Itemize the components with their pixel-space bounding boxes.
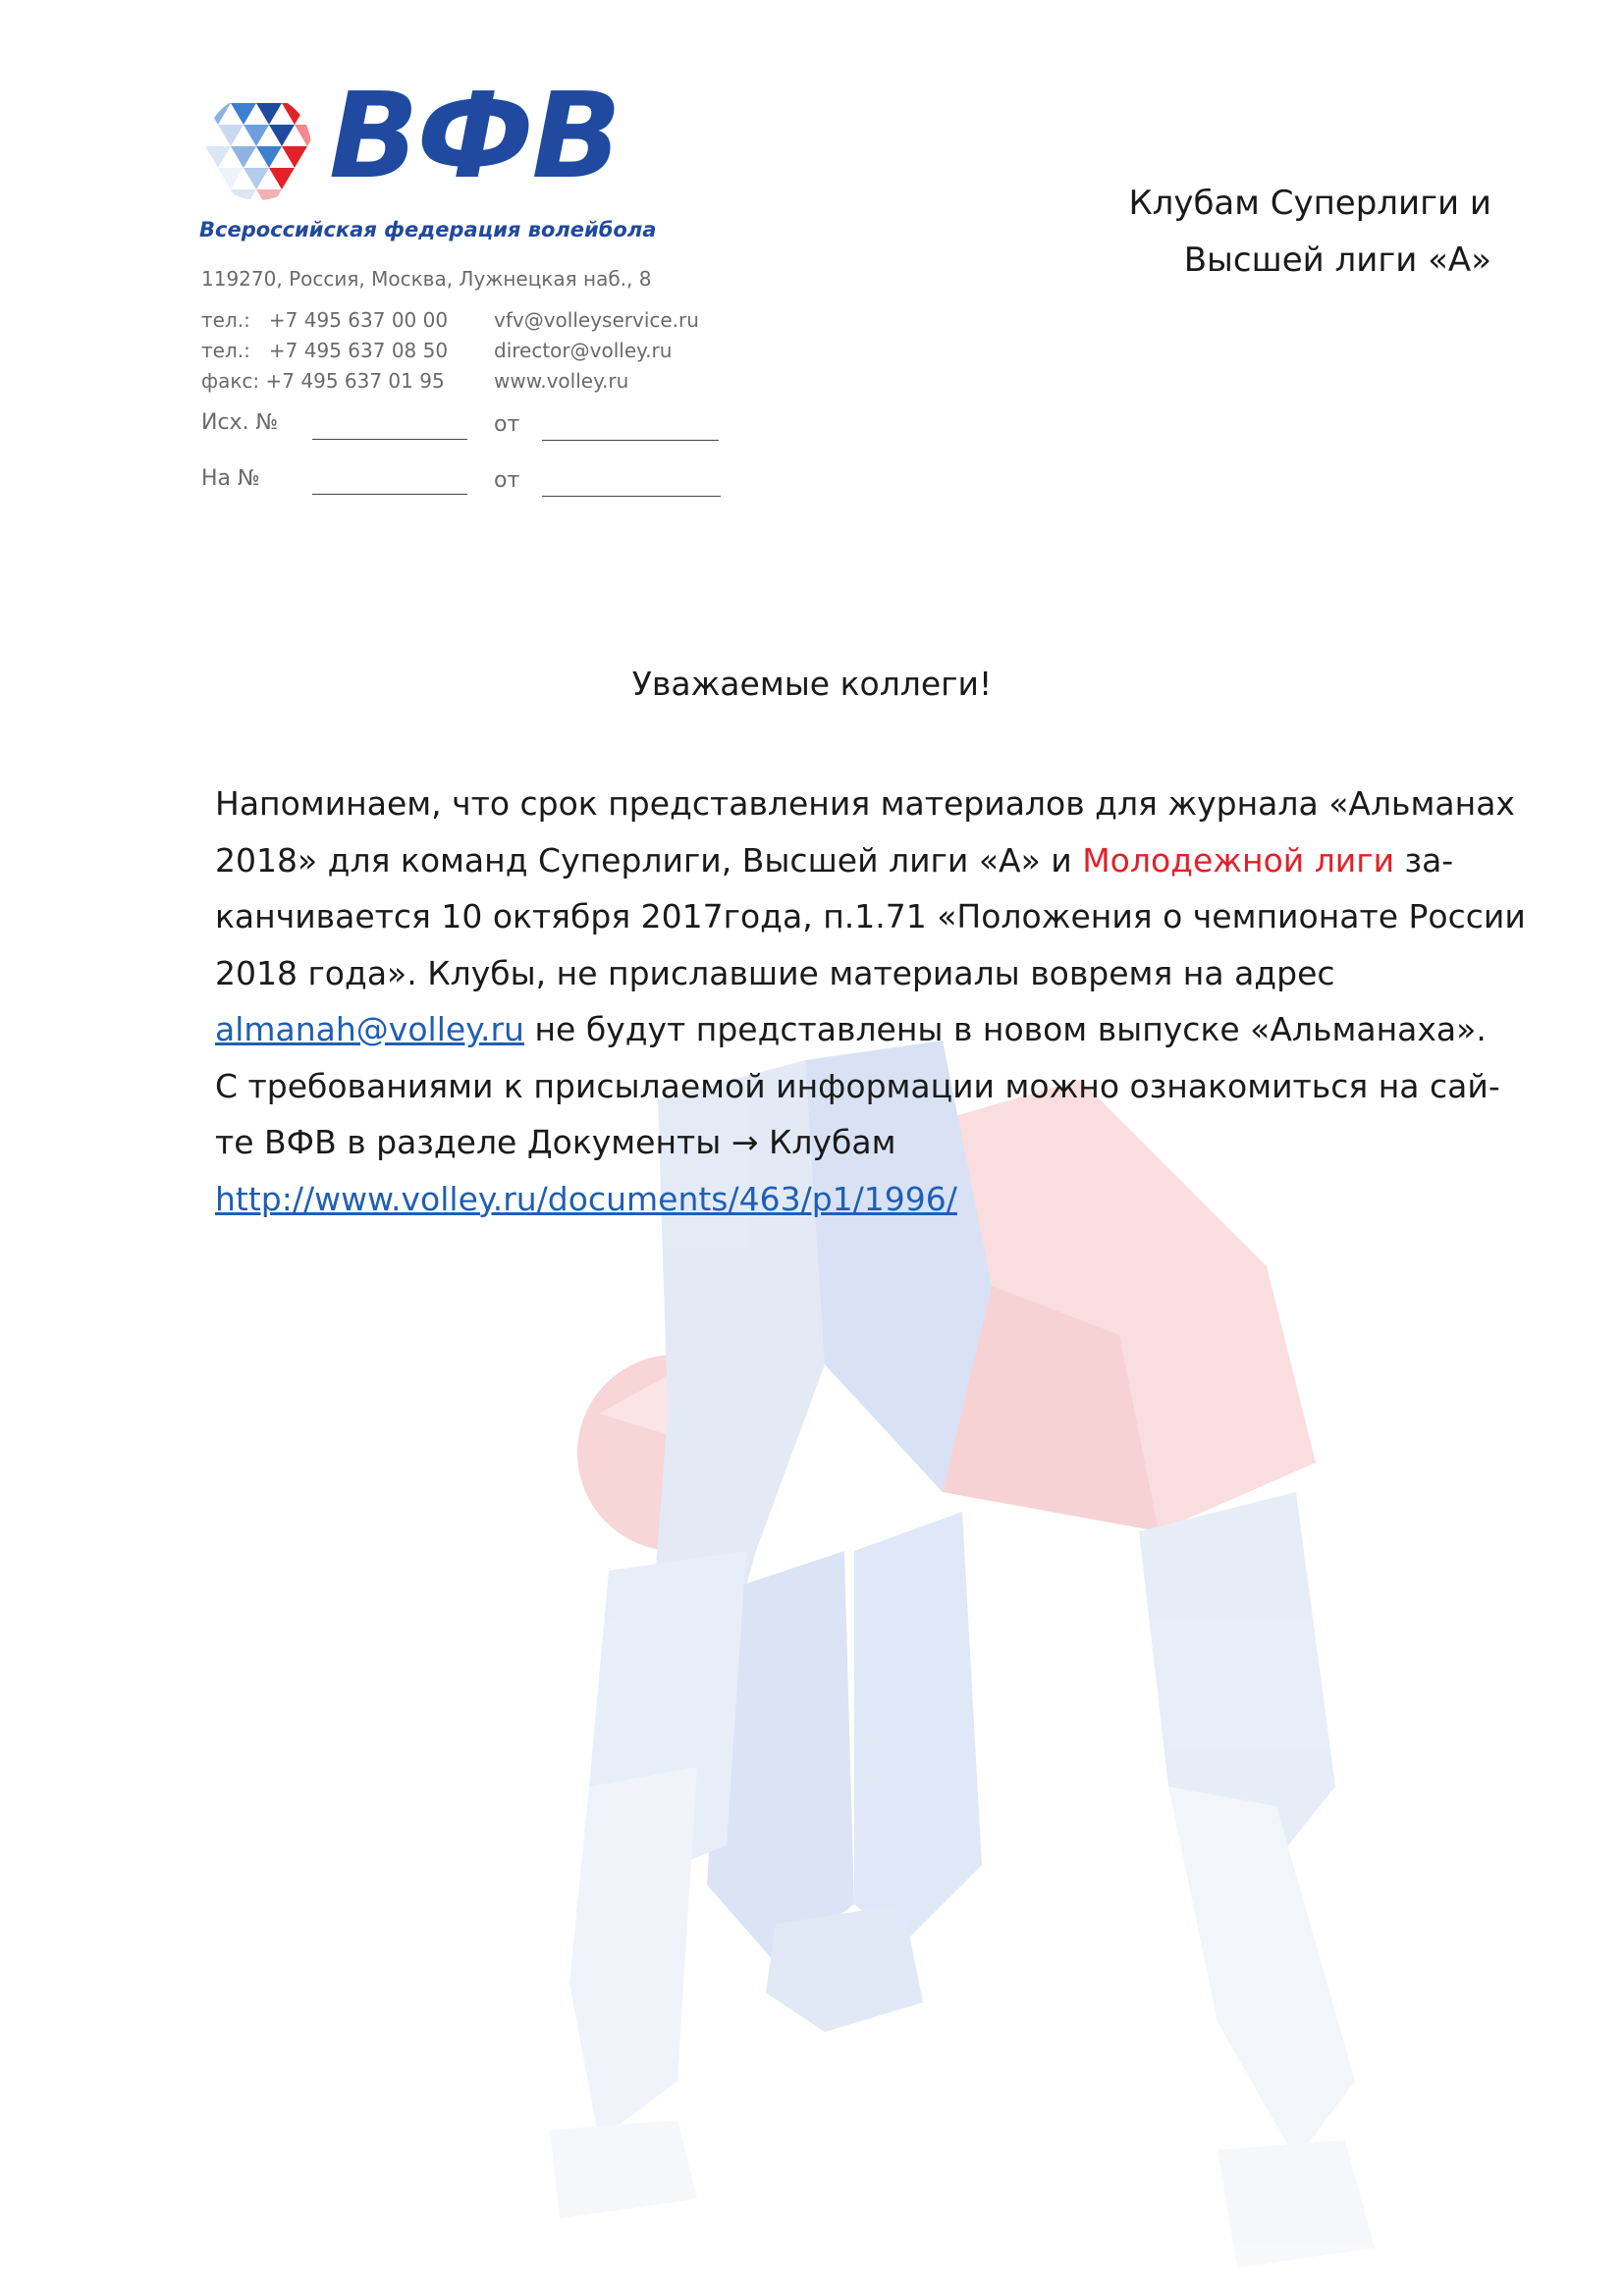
vfv-logo-emblem (201, 93, 319, 201)
addressee-line-2: Высшей лиги «А» (1183, 240, 1491, 280)
addressee-line-1: Клубам Суперлиги и (1128, 184, 1491, 223)
phone-number: +7 495 637 00 00 (268, 308, 449, 332)
contact-label: тел.: (201, 339, 250, 362)
body-line-6: С требованиями к присылаемой информации можно ознакомиться на сай- (215, 1066, 1500, 1105)
body-text-segment: не будут представлены в новом выпуске «Альманаха». (523, 1010, 1487, 1048)
letter-body (215, 775, 1526, 1227)
website: www.volley.ru (494, 369, 629, 393)
body-line-5 (215, 1001, 1501, 1058)
incoming-number-label: На № (201, 466, 260, 491)
body-line-3: канчивается 10 октября 2017года, п.1.71 «Положения о чемпионате России (215, 897, 1526, 935)
phone-label-2 (201, 339, 448, 362)
body-text-segment: 2018» для команд Суперлиги, Высшей лиги «А» и (215, 840, 1083, 880)
outgoing-number-line (312, 439, 467, 440)
body-line-1: Напоминаем, что срок представления материалов для журнала «Альманах (215, 784, 1515, 823)
federation-name: Всероссийская федерация волейбола (199, 218, 657, 241)
email-director: director@volley.ru (494, 339, 673, 362)
body-text-segment: за- (1394, 840, 1454, 880)
body-line-2 (215, 832, 1501, 889)
documents-url-link[interactable]: http://www.volley.ru/documents/463/p1/1996/ (215, 1179, 957, 1218)
body-line-4: 2018 года». Клубы, не приславшие материалы вовремя на адрес (215, 953, 1335, 992)
outgoing-date-label: от (494, 412, 520, 437)
fax-label (201, 369, 445, 393)
contact-label: тел.: (201, 308, 250, 332)
incoming-date-line (542, 496, 721, 497)
body-line-7: те ВФВ в разделе Документы → Клубам (215, 1123, 896, 1161)
addressee-block (1128, 175, 1491, 289)
youth-league-highlight: Молодежной лиги (1082, 840, 1395, 880)
phone-number: +7 495 637 08 50 (268, 339, 449, 362)
email-vfv: vfv@volleyservice.ru (494, 308, 699, 332)
federation-address: 119270, Россия, Москва, Лужнецкая наб., 8 (201, 267, 652, 291)
fax-number: +7 495 637 01 95 (265, 369, 445, 393)
contact-label: факс: (201, 369, 260, 393)
phone-label-1 (201, 308, 448, 332)
outgoing-number-label: Исх. № (201, 410, 279, 435)
incoming-number-line (312, 494, 467, 495)
incoming-date-label: от (494, 468, 520, 493)
vfv-logo-wordmark: ВФВ (329, 69, 620, 205)
greeting: Уважаемые коллеги! (631, 665, 993, 703)
almanah-email-link[interactable]: almanah@volley.ru (215, 1010, 524, 1048)
body-line-8 (215, 1171, 1501, 1228)
outgoing-date-line (542, 440, 719, 441)
